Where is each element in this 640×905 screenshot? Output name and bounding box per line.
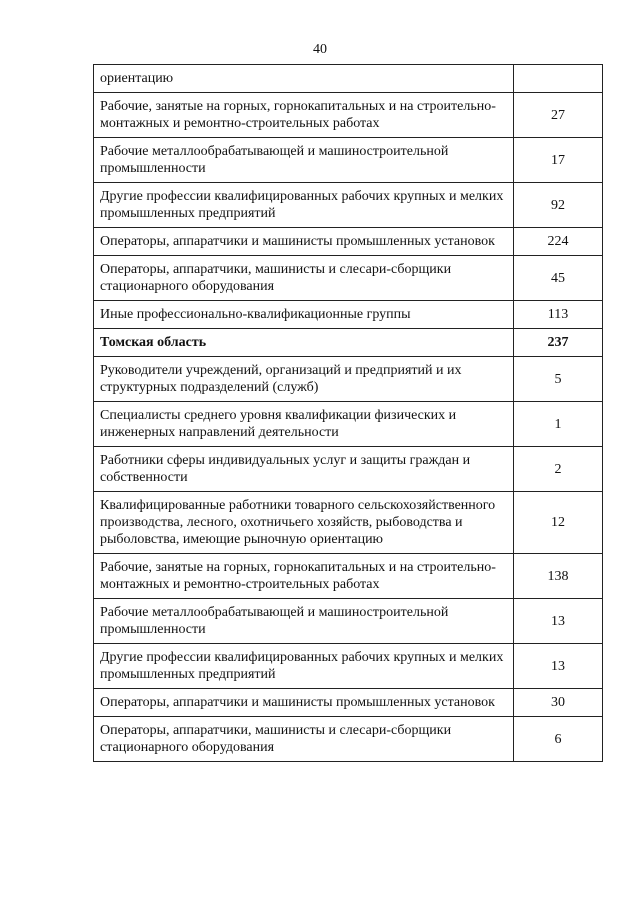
row-label: Специалисты среднего уровня квалификации физических и инженерных направлений деятельности — [94, 402, 514, 447]
row-value: 17 — [514, 138, 603, 183]
row-label: Операторы, аппаратчики и машинисты промышленных установок — [94, 228, 514, 256]
row-value: 45 — [514, 256, 603, 301]
data-table — [93, 64, 603, 762]
row-label: Операторы, аппаратчики, машинисты и слесари-сборщики стационарного оборудования — [94, 717, 514, 762]
row-label: Руководители учреждений, организаций и предприятий и их структурных подразделений (служб) — [94, 357, 514, 402]
row-value — [514, 65, 603, 93]
table-row — [94, 138, 603, 183]
row-label: Иные профессионально-квалификационные группы — [94, 301, 514, 329]
row-label: Рабочие, занятые на горных, горнокапитальных и на строительно-монтажных и ремонтно-строительных работах — [94, 554, 514, 599]
row-value: 113 — [514, 301, 603, 329]
row-label: ориентацию — [94, 65, 514, 93]
table-body — [94, 65, 603, 762]
table-row — [94, 689, 603, 717]
row-value: 224 — [514, 228, 603, 256]
table-row — [94, 357, 603, 402]
row-label: Квалифицированные работники товарного сельскохозяйственного производства, лесного, охотничьего хозяйств, рыбоводства и рыболовства, имеющие рыночную ориентацию — [94, 492, 514, 554]
table-row — [94, 599, 603, 644]
table-row — [94, 228, 603, 256]
row-label: Операторы, аппаратчики и машинисты промышленных установок — [94, 689, 514, 717]
table-row — [94, 447, 603, 492]
table-row — [94, 301, 603, 329]
row-label: Томская область — [94, 329, 514, 357]
row-value: 2 — [514, 447, 603, 492]
row-label: Операторы, аппаратчики, машинисты и слесари-сборщики стационарного оборудования — [94, 256, 514, 301]
table-row — [94, 93, 603, 138]
row-label: Работники сферы индивидуальных услуг и защиты граждан и собственности — [94, 447, 514, 492]
row-label: Другие профессии квалифицированных рабочих крупных и мелких промышленных предприятий — [94, 644, 514, 689]
row-value: 1 — [514, 402, 603, 447]
table-row — [94, 256, 603, 301]
table-row — [94, 65, 603, 93]
row-value: 13 — [514, 599, 603, 644]
table-row — [94, 554, 603, 599]
table-row — [94, 329, 603, 357]
row-label: Другие профессии квалифицированных рабочих крупных и мелких промышленных предприятий — [94, 183, 514, 228]
row-value: 5 — [514, 357, 603, 402]
table-row — [94, 717, 603, 762]
row-value: 138 — [514, 554, 603, 599]
row-value: 27 — [514, 93, 603, 138]
row-value: 6 — [514, 717, 603, 762]
table-row — [94, 644, 603, 689]
row-value: 12 — [514, 492, 603, 554]
table-row — [94, 402, 603, 447]
row-value: 92 — [514, 183, 603, 228]
page-number: 40 — [313, 42, 327, 57]
row-value: 13 — [514, 644, 603, 689]
row-label: Рабочие металлообрабатывающей и машиностроительной промышленности — [94, 138, 514, 183]
table-row — [94, 183, 603, 228]
row-label: Рабочие, занятые на горных, горнокапитальных и на строительно-монтажных и ремонтно-строительных работах — [94, 93, 514, 138]
row-label: Рабочие металлообрабатывающей и машиностроительной промышленности — [94, 599, 514, 644]
row-value: 237 — [514, 329, 603, 357]
row-value: 30 — [514, 689, 603, 717]
table-row — [94, 492, 603, 554]
